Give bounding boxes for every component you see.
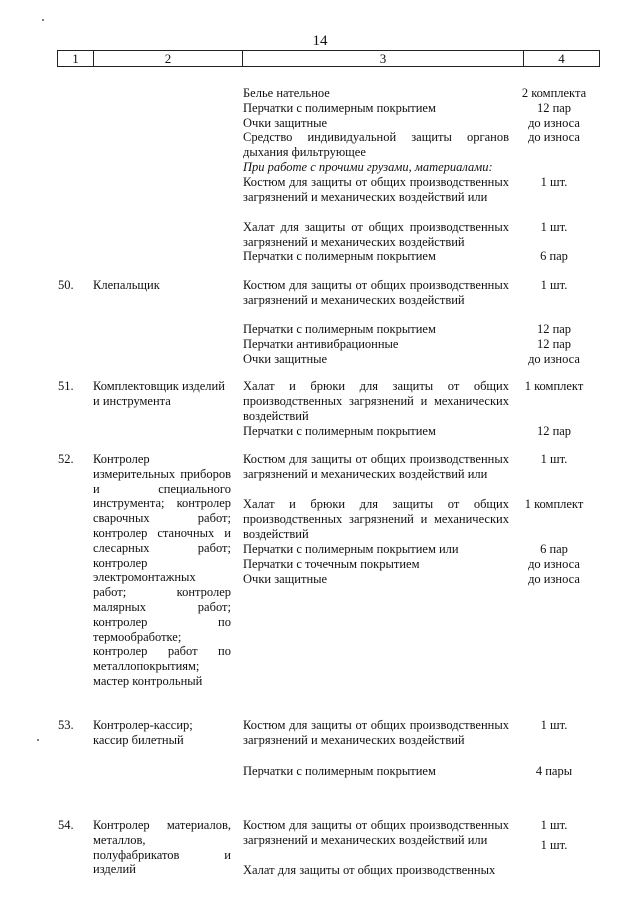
entry-number: 52. — [58, 452, 74, 466]
entry-number: 54. — [58, 818, 74, 832]
column-header-4: 4 — [524, 51, 600, 67]
scan-speck — [42, 19, 44, 21]
item-text: Халат и брюки для защиты от общих производственных загрязнений и механических воздействий — [243, 497, 509, 541]
entry-number: 50. — [58, 278, 74, 292]
item-text: Перчатки с полимерным покрытием — [243, 764, 436, 778]
item-qty: 1 шт. — [540, 452, 568, 466]
item-text: Перчатки с полимерным покрытием — [243, 424, 436, 438]
item-qty: до износа — [528, 352, 580, 366]
item-qty: 1 комплект — [524, 497, 584, 511]
item-text: Костюм для защиты от общих производственных загрязнений и механических воздействий или — [243, 818, 509, 847]
item-qty: 2 комплекта — [521, 86, 587, 100]
item-qty: 6 пар — [540, 542, 568, 556]
item-text: Халат и брюки для защиты от общих производственных загрязнений и механических воздействий — [243, 379, 509, 423]
item-qty: 4 пары — [535, 764, 573, 778]
item-text: Перчатки с полимерным покрытием — [243, 322, 436, 336]
entry-profession: Клепальщик — [93, 278, 160, 292]
item-qty: 1 шт. — [540, 838, 568, 852]
item-text: Белье нательное — [243, 86, 330, 100]
item-text: Костюм для защиты от общих производственных загрязнений и механических воздействий — [243, 718, 509, 747]
entry-number: 53. — [58, 718, 74, 732]
scan-speck — [37, 739, 39, 741]
entry-number: 51. — [58, 379, 74, 393]
column-header-2: 2 — [94, 51, 243, 67]
item-text: Перчатки с полимерным покрытием — [243, 249, 436, 263]
item-qty: 1 шт. — [540, 175, 568, 189]
item-text: Халат для защиты от общих производственных загрязнений и механических воздействий — [243, 220, 509, 249]
item-text: Очки защитные — [243, 116, 328, 130]
item-heading: При работе с прочими грузами, материалами: — [243, 160, 493, 174]
item-text: Халат для защиты от общих производственных — [243, 863, 496, 877]
item-text: Костюм для защиты от общих производственных загрязнений и механических воздействий или — [243, 452, 509, 481]
item-qty: 12 пар — [536, 337, 572, 351]
entry-profession: Комплектовщик изделий и инструмента — [93, 379, 225, 408]
item-qty: до износа — [528, 130, 580, 144]
item-qty: 12 пар — [536, 322, 572, 336]
item-qty: до износа — [528, 116, 580, 130]
item-text: Перчатки с точечным покрытием — [243, 557, 420, 571]
item-text: Средство индивидуальной защиты органов дыхания фильтрующее — [243, 130, 509, 159]
item-qty: 12 пар — [536, 424, 572, 438]
item-text: Перчатки антивибрационные — [243, 337, 399, 351]
item-qty: до износа — [528, 572, 580, 586]
column-header-3: 3 — [243, 51, 524, 67]
item-qty: 6 пар — [540, 249, 568, 263]
entry-profession: Контролер материалов, металлов, полуфабрикатов и изделий — [93, 818, 231, 877]
page-number: 14 — [312, 33, 328, 49]
item-qty: до износа — [528, 557, 580, 571]
item-text: Очки защитные — [243, 572, 328, 586]
item-qty: 1 шт. — [540, 220, 568, 234]
item-text: Очки защитные — [243, 352, 328, 366]
item-text: Костюм для защиты от общих производственных загрязнений и механических воздействий — [243, 278, 509, 307]
column-header-1: 1 — [58, 51, 94, 67]
item-qty: 1 шт. — [540, 818, 568, 832]
entry-profession: Контролер измерительных приборов и специального инструмента; контролер сварочных работ; контролер станочных и слесарных работ; контролер электромонтажных работ; контролер малярных работ; контролер по термообработке; контролер работ по металлопокрытиям; мастер контрольный — [93, 452, 231, 688]
entry-profession: Контролер-кассир; кассир билетный — [93, 718, 193, 747]
item-qty: 1 шт. — [540, 278, 568, 292]
item-qty: 1 комплект — [524, 379, 584, 393]
item-text: Костюм для защиты от общих производственных загрязнений и механических воздействий или — [243, 175, 509, 204]
item-text: Перчатки с полимерным покрытием — [243, 101, 436, 115]
item-qty: 12 пар — [536, 101, 572, 115]
item-text: Перчатки с полимерным покрытием или — [243, 542, 459, 556]
item-qty: 1 шт. — [540, 718, 568, 732]
